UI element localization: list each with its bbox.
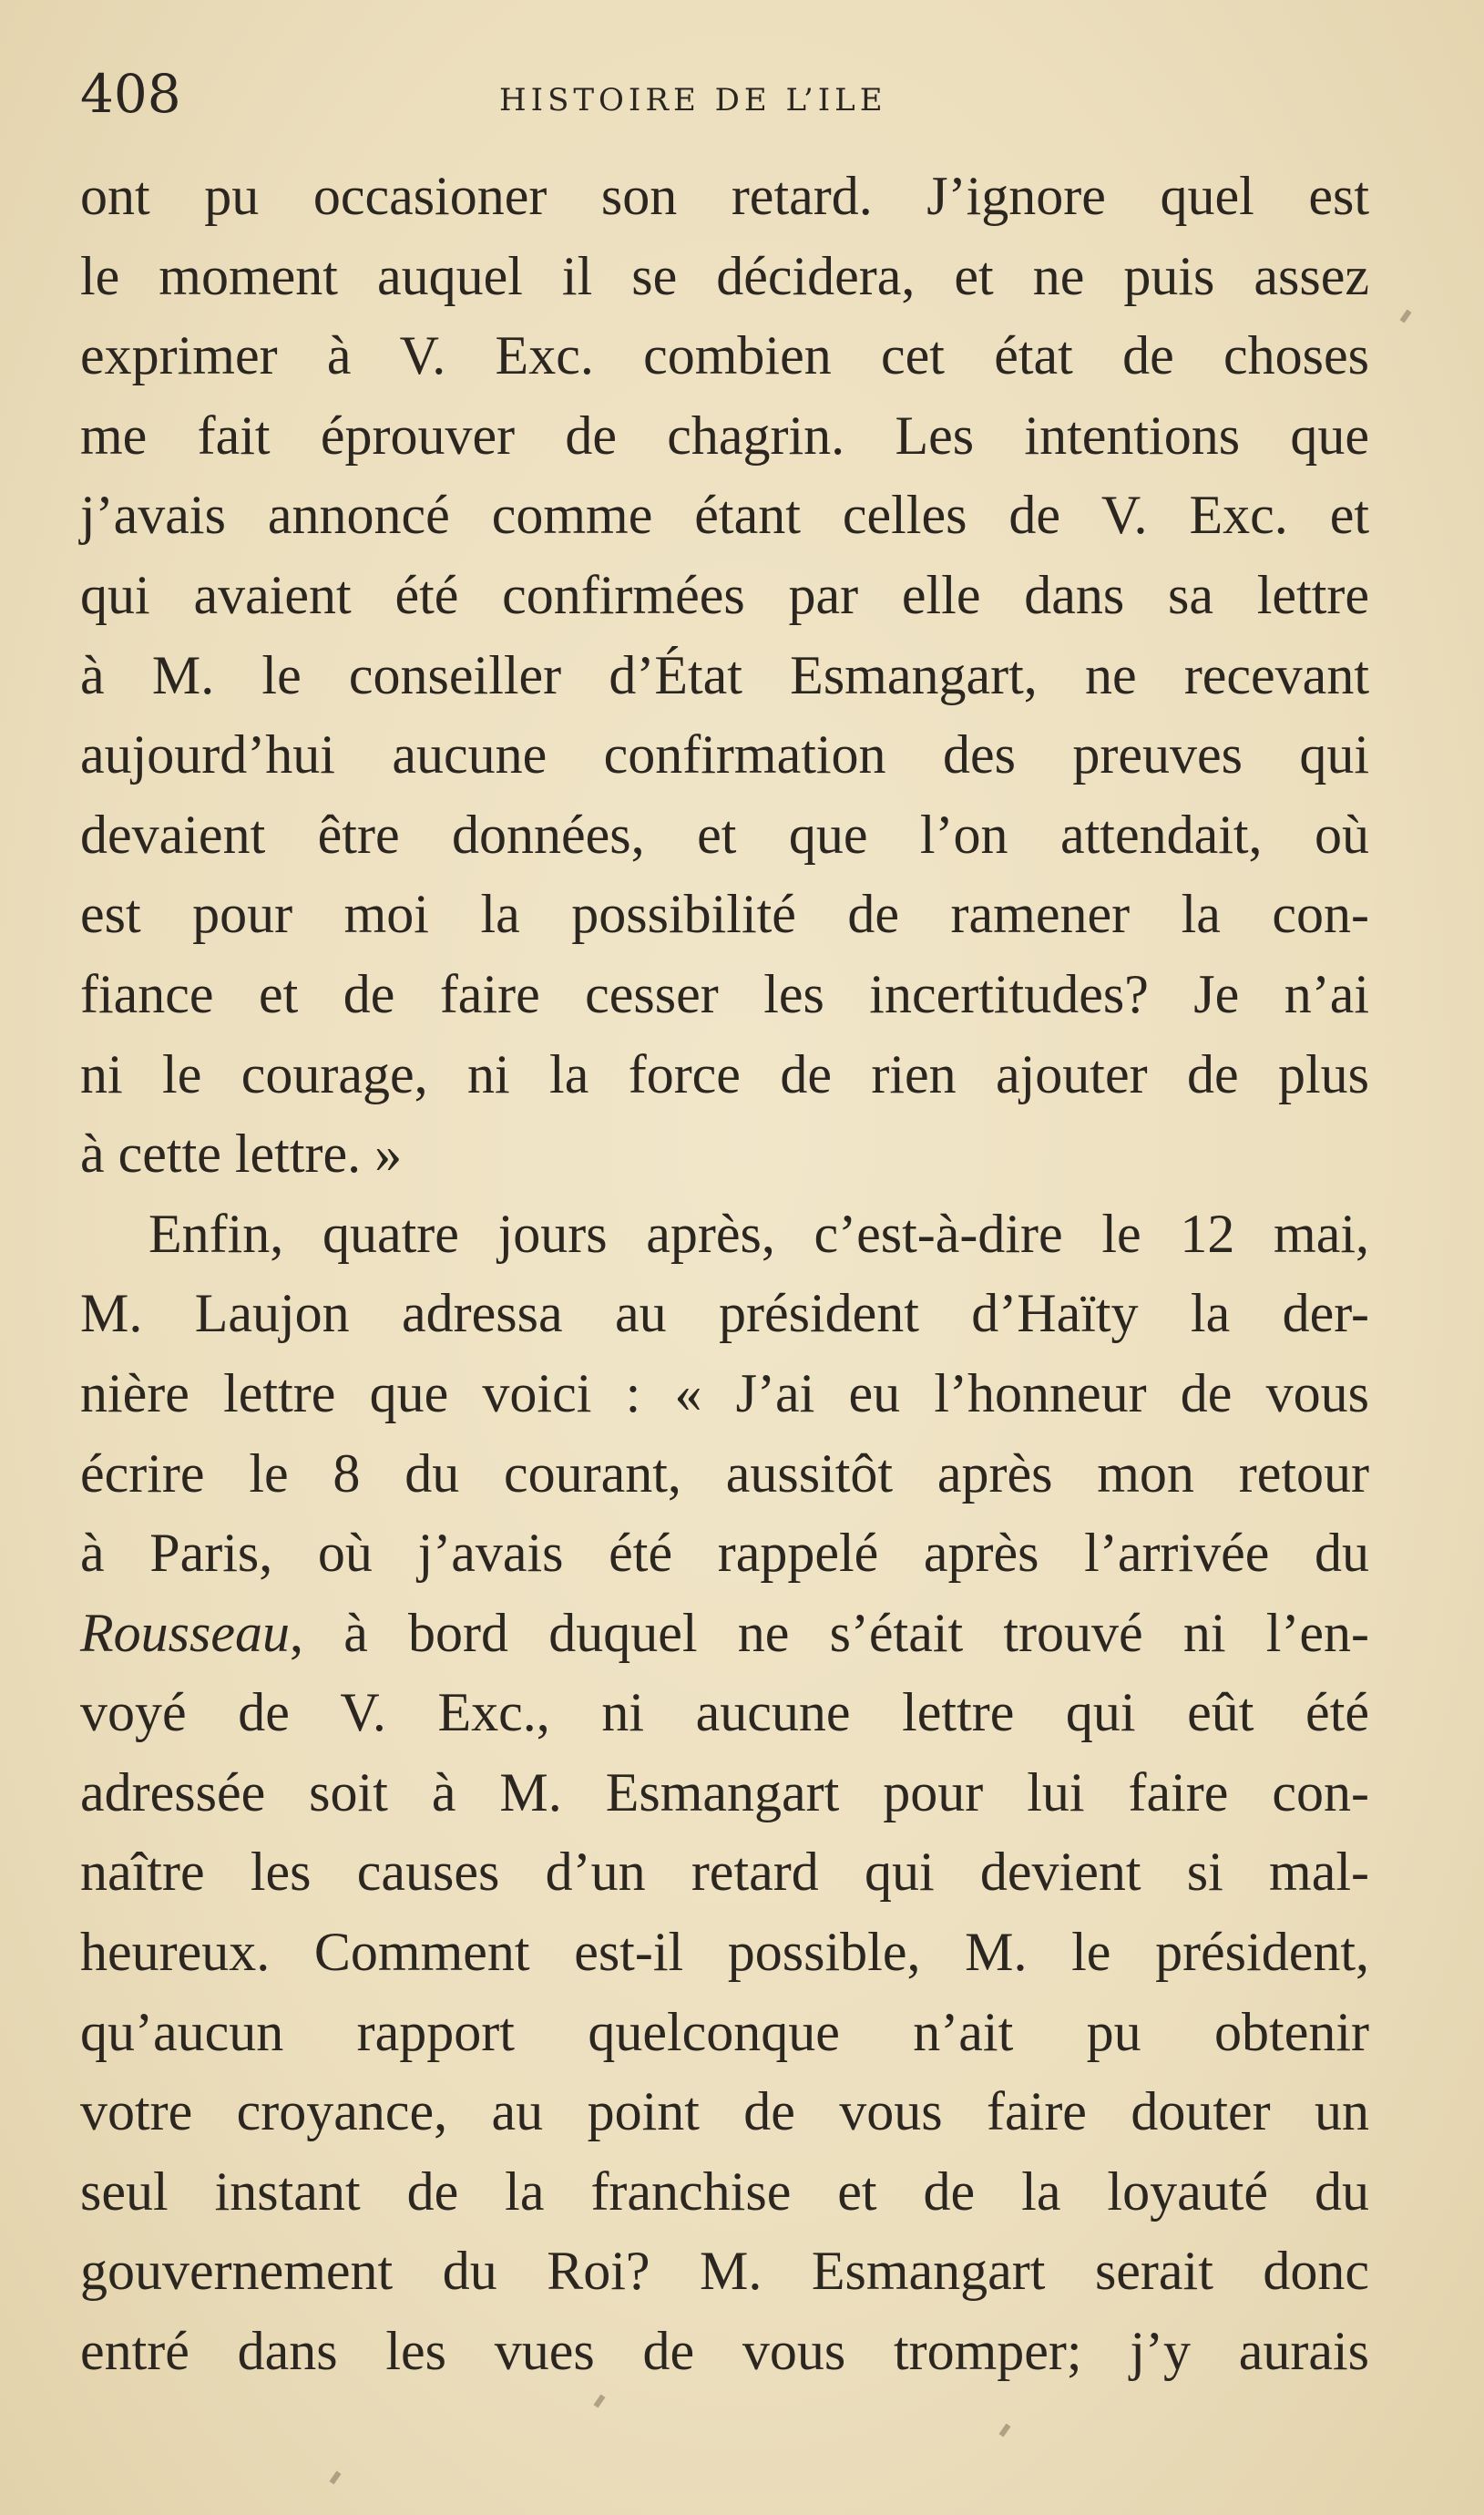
text-line: entré dans les vues de vous tromper; j’y aurais xyxy=(80,2321,1369,2382)
text-line: à Paris, où j’avais été rappelé après l’arrivée du xyxy=(80,1523,1369,1584)
text-line: à M. le conseiller d’État Esmangart, ne recevant xyxy=(80,644,1369,705)
text-line-rousseau xyxy=(80,1594,1369,1674)
body-text xyxy=(80,157,1369,2392)
ship-name: Rousseau xyxy=(80,1602,290,1663)
text-line: votre croyance, au point de vous faire douter un xyxy=(80,2081,1369,2142)
text-line: naître les causes d’un retard qui devient si mal- xyxy=(80,1842,1369,1903)
text-line: est pour moi la possibilité de ramener la con- xyxy=(80,884,1369,945)
text-line: ont pu occasioner son retard. J’ignore quel est xyxy=(80,166,1369,226)
text-line: gouvernement du Roi? M. Esmangart serait donc xyxy=(80,2241,1369,2302)
text-line: ni le courage, ni la force de rien ajouter de plus xyxy=(80,1043,1369,1104)
text-line: adressée soit à M. Esmangart pour lui faire con- xyxy=(80,1761,1369,1822)
text-line: à cette lettre. » xyxy=(80,1124,403,1185)
text-fragment: , à bord duquel ne s’était trouvé ni l’en- xyxy=(289,1602,1369,1663)
text-line: j’avais annoncé comme étant celles de V. Exc. et xyxy=(80,485,1369,546)
text-line: qui avaient été confirmées par elle dans sa lettre xyxy=(80,564,1369,625)
paper-speck xyxy=(1400,310,1412,323)
text-line: écrire le 8 du courant, aussitôt après mon retour xyxy=(80,1442,1369,1504)
paper-speck xyxy=(330,2471,342,2485)
text-line: le moment auquel il se décidera, et ne puis assez xyxy=(80,245,1369,306)
paper-speck xyxy=(999,2424,1011,2438)
paper-speck xyxy=(594,2395,606,2408)
text-line: fiance et de faire cesser les incertitudes? Je n’ai xyxy=(80,963,1369,1024)
text-line: voyé de V. Exc., ni aucune lettre qui eût été xyxy=(80,1682,1369,1743)
page-number: 408 xyxy=(80,63,181,125)
text-line: devaient être données, et que l’on attendait, où xyxy=(80,804,1369,865)
text-line: qu’aucun rapport quelconque n’ait pu obtenir xyxy=(80,2001,1369,2062)
text-line: nière lettre que voici : « J’ai eu l’honneur de vous xyxy=(80,1362,1369,1423)
text-line: M. Laujon adressa au président d’Haïty la der- xyxy=(80,1283,1369,1344)
running-head: HISTOIRE DE L’ILE xyxy=(499,82,887,118)
page-header xyxy=(80,62,1374,126)
text-line: me fait éprouver de chagrin. Les intentions que xyxy=(80,405,1369,466)
text-line: seul instant de la franchise et de la loyauté du xyxy=(80,2161,1369,2222)
text-line: heureux. Comment est-il possible, M. le président, xyxy=(80,1922,1369,1983)
text-line: exprimer à V. Exc. combien cet état de choses xyxy=(80,325,1369,386)
text-line: Enfin, quatre jours après, c’est-à-dire le 12 mai, xyxy=(148,1203,1369,1264)
text-line: aujourd’hui aucune confirmation des preuves qui xyxy=(80,724,1369,785)
